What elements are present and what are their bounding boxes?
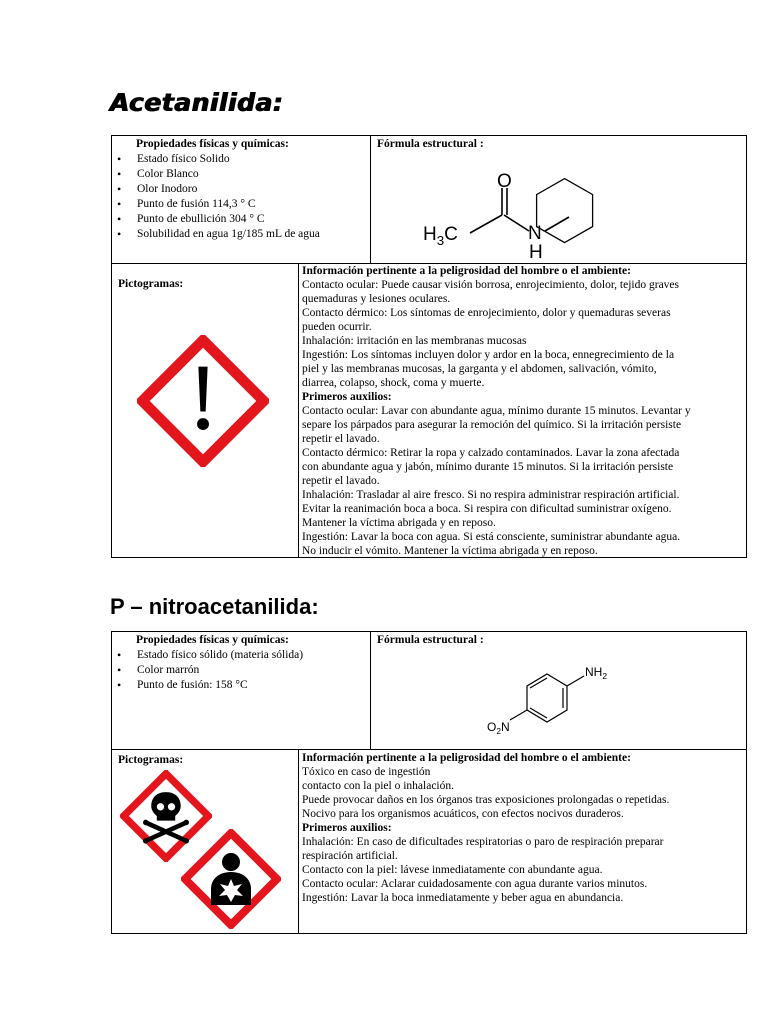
divider bbox=[298, 263, 299, 557]
aid-line: Evitar la reanimación boca a boca. Si respira con dificultad suministrar oxígeno. bbox=[302, 503, 672, 515]
list-item: • Punto de fusión: 158 °C bbox=[112, 678, 370, 693]
info-line: Tóxico en caso de ingestión bbox=[302, 766, 431, 778]
properties-list bbox=[112, 152, 370, 242]
first-aid-title: Primeros auxilios: bbox=[302, 822, 392, 834]
info-line: Puede provocar daños en los órganos tras exposiciones prolongadas o repetidas. bbox=[302, 794, 670, 806]
pictogram-title: Pictogramas: bbox=[118, 278, 184, 290]
info-line: quemaduras y lesiones oculares. bbox=[302, 293, 451, 305]
pictogram-cell bbox=[112, 264, 298, 556]
info-line: piel y las membranas mucosas, la garganta y el abdomen, salivación, vómito, bbox=[302, 363, 657, 375]
properties-cell bbox=[112, 633, 370, 693]
pictogram-cell bbox=[112, 750, 298, 932]
aid-line: Contacto ocular: Aclarar cuidadosamente con agua durante varios minutos. bbox=[302, 878, 648, 890]
info-line: Contacto dérmico: Los síntomas de enrojecimiento, dolor y quemaduras severas bbox=[302, 307, 671, 319]
formula-title: Fórmula estructural : bbox=[377, 634, 484, 646]
list-item: • Punto de ebullición 304 ° C bbox=[112, 212, 370, 227]
list-item: • Color marrón bbox=[112, 663, 370, 678]
nitroaniline-structure bbox=[377, 647, 737, 747]
nitro-label: $O_2N$ bbox=[487, 720, 510, 736]
list-item: • Estado físico Solido bbox=[112, 152, 370, 167]
pictogram-title: Pictogramas: bbox=[118, 754, 184, 766]
info-line: Nocivo para los organismos acuáticos, con efectos nocivos duraderos. bbox=[302, 808, 624, 820]
list-item: • Estado físico sólido (materia sólida) bbox=[112, 648, 370, 663]
oxygen-label: O bbox=[497, 171, 512, 192]
nitroacetanilida-table bbox=[111, 631, 747, 934]
hazard-info-title: Información pertinente a la peligrosidad del hombre o el ambiente: bbox=[302, 265, 631, 277]
aid-line: Ingestión: Lavar la boca con agua. Si está consciente, suministrar abundante agua. bbox=[302, 531, 681, 543]
divider bbox=[370, 632, 371, 750]
info-line: Inhalación: irritación en las membranas mucosas bbox=[302, 335, 527, 347]
aid-line: Contacto con la piel: lávese inmediatamente con abundante agua. bbox=[302, 864, 603, 876]
aid-line: Mantener la víctima abrigada y en reposo. bbox=[302, 517, 496, 529]
properties-list bbox=[112, 648, 370, 693]
formula-title: Fórmula estructural : bbox=[377, 138, 484, 150]
section1-title: Acetanilida: bbox=[110, 88, 284, 117]
info-line: Ingestión: Los síntomas incluyen dolor y ardor en la boca, ennegrecimiento de la bbox=[302, 349, 675, 361]
methyl-label: $H_3C$ bbox=[423, 224, 458, 248]
hazard-info-title: Información pertinente a la peligrosidad del hombre o el ambiente: bbox=[302, 752, 631, 764]
aid-line: separe los párpados para asegurar la remoción del químico. Si la irritación persiste bbox=[302, 419, 682, 431]
section2-title: P – nitroacetanilida: bbox=[110, 594, 319, 619]
info-line: Contacto ocular: Puede causar visión borrosa, enrojecimiento, dolor, tejido graves bbox=[302, 279, 680, 291]
health-hazard-icon bbox=[181, 829, 281, 929]
info-line: diarrea, colapso, shock, coma y muerte. bbox=[302, 377, 485, 389]
aid-line: Inhalación: Trasladar al aire fresco. Si no respira administrar respiración artificial. bbox=[302, 489, 680, 501]
exclamation-mark-icon bbox=[137, 335, 269, 467]
hydrogen-label: H bbox=[529, 242, 543, 263]
aid-line: Ingestión: Lavar la boca inmediatamente y beber agua en abundancia. bbox=[302, 892, 624, 904]
list-item: • Punto de fusión 114,3 ° C bbox=[112, 197, 370, 212]
info-line: pueden ocurrir. bbox=[302, 321, 372, 333]
amine-label: $NH_2$ bbox=[585, 665, 608, 681]
divider bbox=[298, 749, 299, 933]
aid-line: repetir el lavado. bbox=[302, 475, 380, 487]
aid-line: Contacto ocular: Lavar con abundante agua, mínimo durante 15 minutos. Levantar y bbox=[302, 405, 691, 417]
aid-line: con abundante agua y jabón, mínimo durante 15 minutos. Si la irritación persiste bbox=[302, 461, 674, 473]
properties-title: Propiedades físicas y químicas: bbox=[136, 138, 289, 150]
divider bbox=[370, 136, 371, 264]
acetanilide-structure bbox=[377, 155, 737, 265]
formula-cell bbox=[377, 633, 737, 748]
info-line: contacto con la piel o inhalación. bbox=[302, 780, 454, 792]
nitrogen-label: N bbox=[528, 223, 542, 244]
first-aid-title: Primeros auxilios: bbox=[302, 391, 392, 403]
aid-line: Contacto dérmico: Retirar la ropa y calzado contaminados. Lavar la zona afectada bbox=[302, 447, 680, 459]
properties-cell bbox=[112, 137, 370, 242]
aid-line: repetir el lavado. bbox=[302, 433, 380, 445]
aid-line: Inhalación: En caso de dificultades respiratorias o paro de respiración preparar bbox=[302, 836, 664, 848]
aid-line: No inducir el vómito. Mantener la víctima abrigada y en reposo. bbox=[302, 545, 598, 557]
list-item: • Solubilidad en agua 1g/185 mL de agua bbox=[112, 227, 370, 242]
list-item: • Olor Inodoro bbox=[112, 182, 370, 197]
list-item: • Color Blanco bbox=[112, 167, 370, 182]
hazard-info-cell bbox=[302, 264, 748, 558]
aid-line: respiración artificial. bbox=[302, 850, 398, 862]
acetanilida-table bbox=[111, 135, 747, 558]
formula-cell bbox=[377, 137, 737, 262]
properties-title: Propiedades físicas y químicas: bbox=[136, 634, 289, 646]
hazard-info-cell bbox=[302, 751, 748, 905]
